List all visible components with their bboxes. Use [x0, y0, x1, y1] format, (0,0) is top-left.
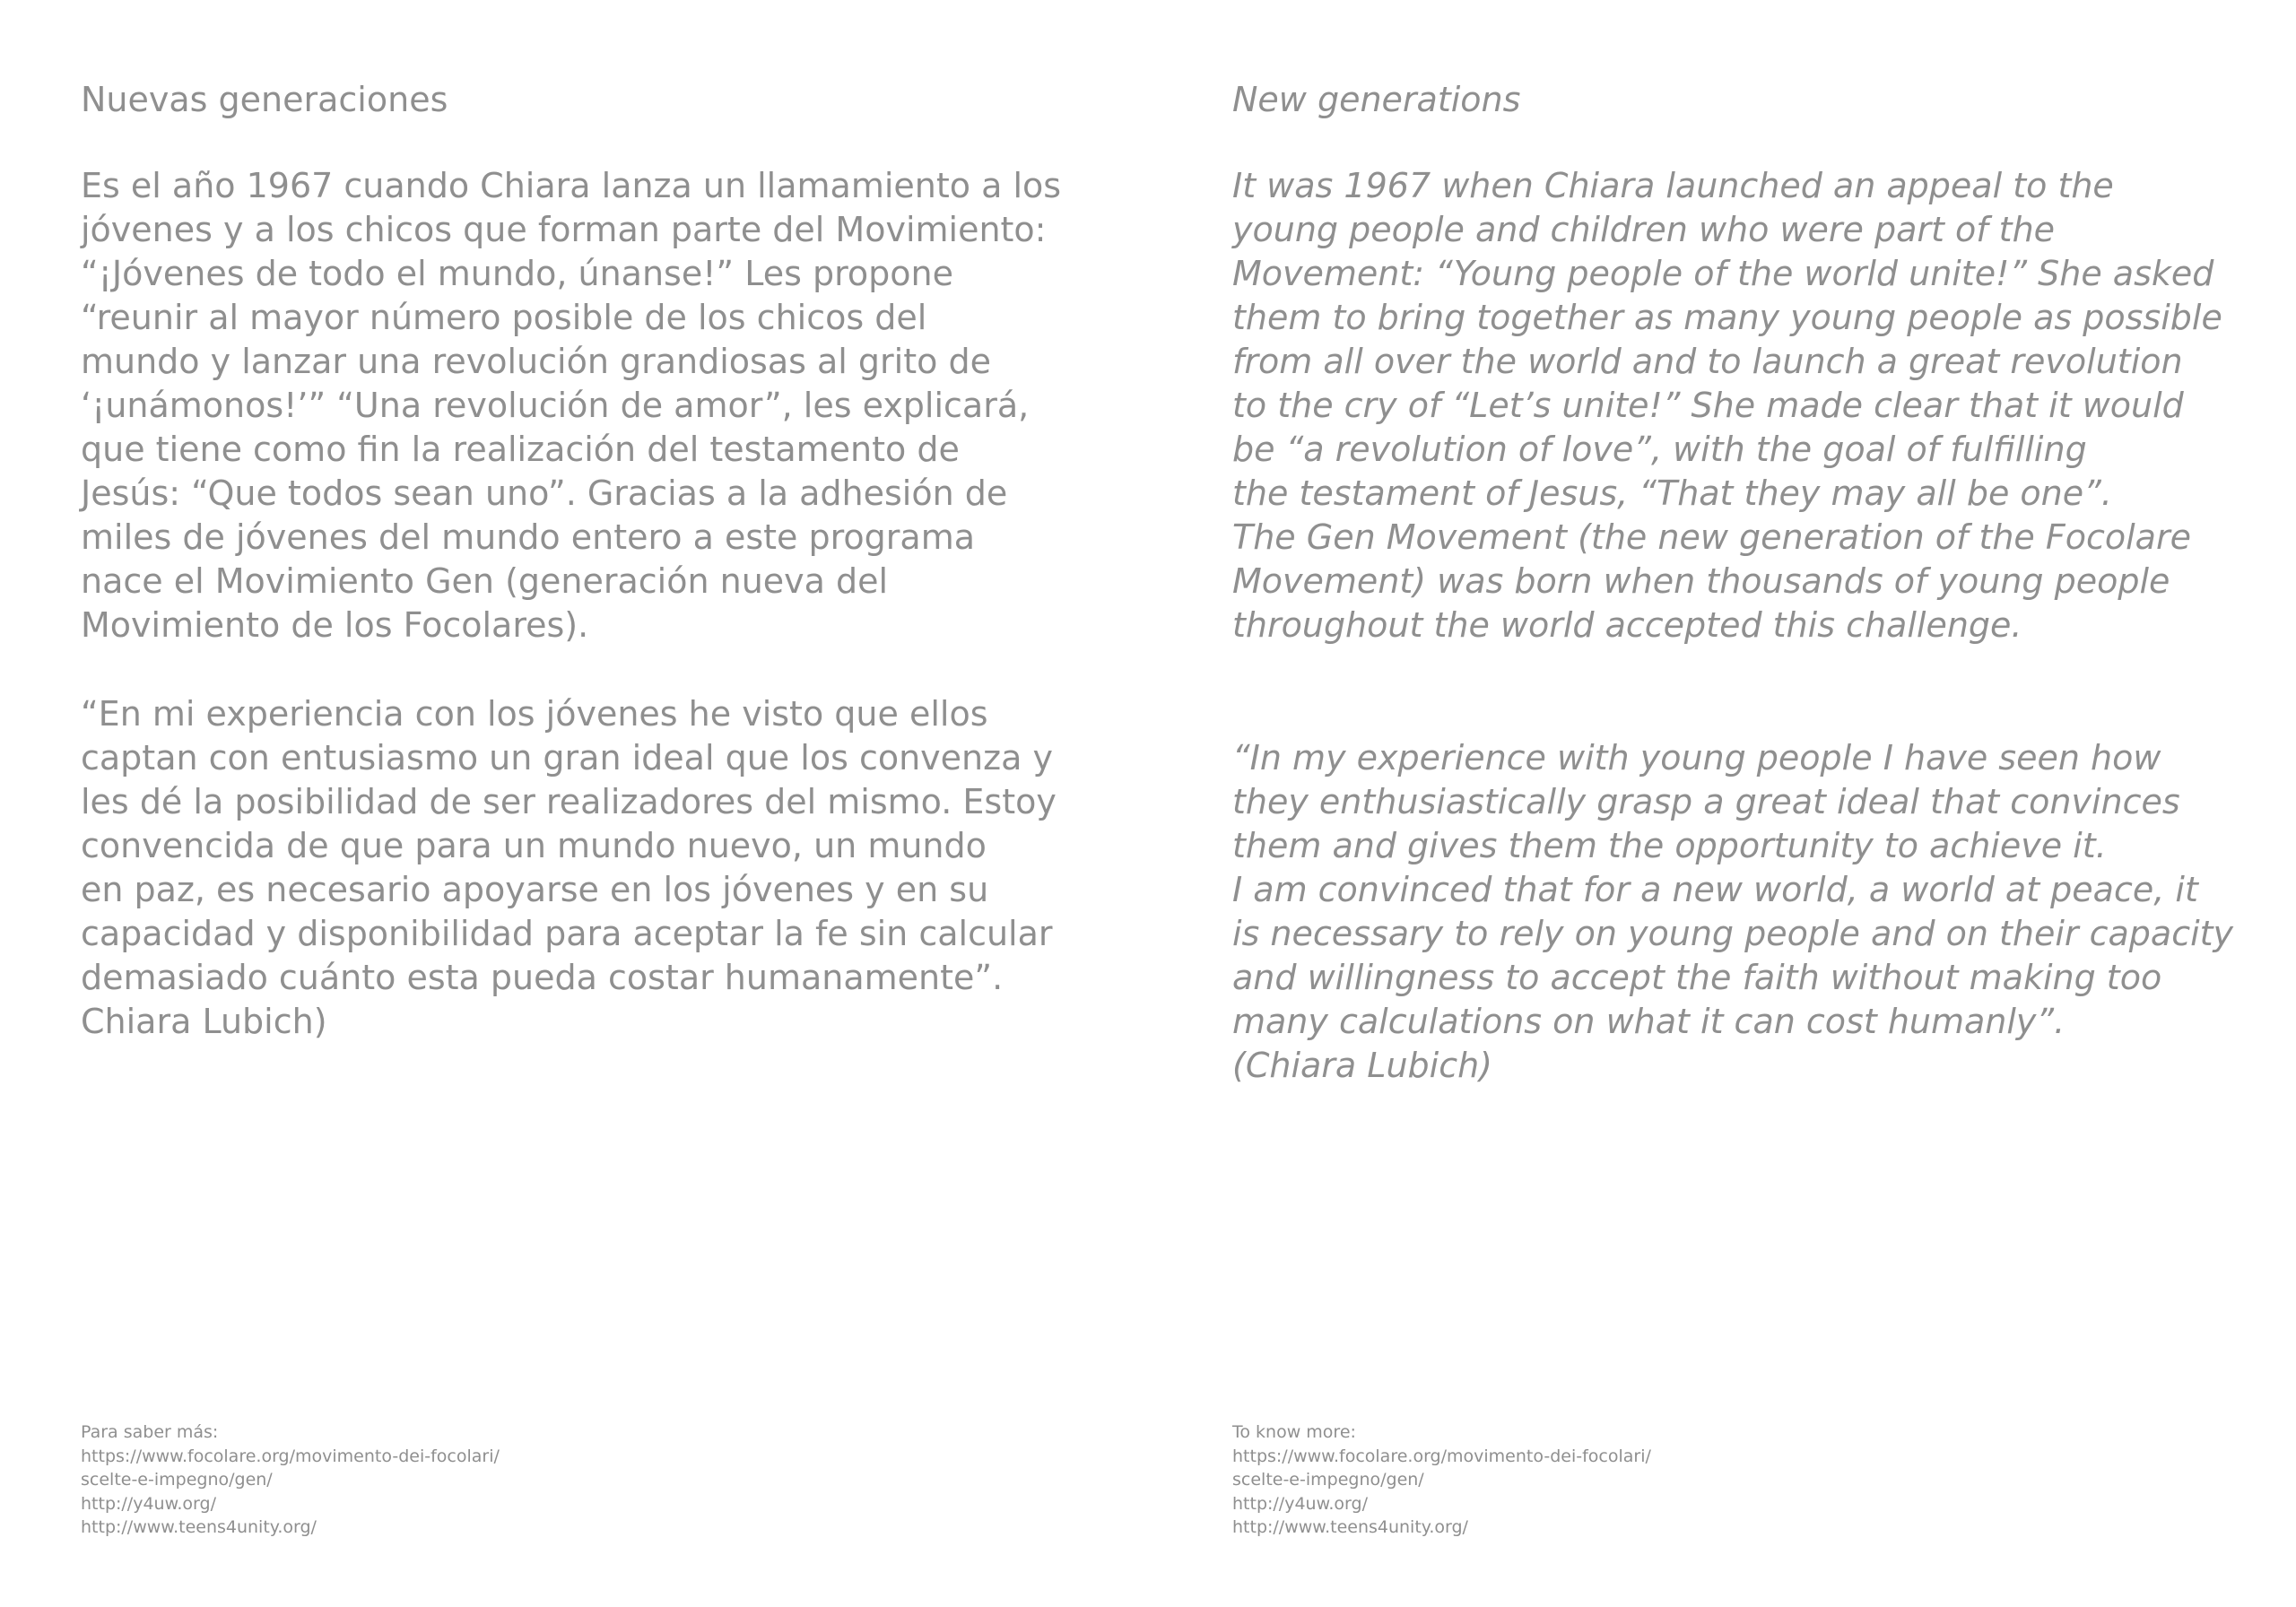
english-heading: New generations	[1232, 80, 1521, 119]
spanish-column	[81, 77, 1157, 1041]
spanish-paragraph-intro: Es el año 1967 cuando Chiara lanza un llamamiento a los jóvenes y a los chicos que forman parte del Movimiento: “¡Jóvenes de todo el mundo, únanse!” Les propone “reunir al mayor número posible de los chicos del mundo y lanzar una revolución grandiosas al grito de ‘¡unámonos!’” “Una revolución de amor”, les explicará, que tiene como fin la realización del testamento de Jesús: “Que todos sean uno”. Gracias a la adhesión de miles de jóvenes del mundo entero a este programa nace el Movimiento Gen (generación nueva del Movimiento de los Focolares).	[81, 166, 1062, 645]
english-paragraph-quote: “In my experience with young people I have seen how they enthusiastically grasp a great ideal that convinces them and gives them the opportunity to achieve it. I am convinced that for a new world, a world at peace, it is necessary to rely on young people and on their capacity and willingness to accept the faith without making too many calculations on what it can cost humanly”. (Chiara Lubich)	[1232, 738, 2234, 1085]
spanish-footer-links: Para saber más: https://www.focolare.org/movimento-dei-focolari/ scelte-e-impegno/gen/ http://y4uw.org/ http://www.teens4unity.org/	[81, 1422, 500, 1537]
english-paragraph-intro: It was 1967 when Chiara launched an appeal to the young people and children who were part of the Movement: “Young people of the world unite!” She asked them to bring together as many young people as possible from all over the world and to launch a great revolution to the cry of “Let’s unite!” She made clear that it would be “a revolution of love”, with the goal of fulfilling the testament of Jesus, “That they may all be one”. The Gen Movement (the new generation of the Focolare Movement) was born when thousands of young people throughout the world accepted this challenge.	[1232, 166, 2222, 645]
english-footer-links: To know more: https://www.focolare.org/movimento-dei-focolari/ scelte-e-impegno/gen/ http://y4uw.org/ http://www.teens4unity.org/	[1232, 1422, 1651, 1537]
spanish-paragraph-quote: “En mi experiencia con los jóvenes he visto que ellos captan con entusiasmo un gran ideal que los convenza y les dé la posibilidad de ser realizadores del mismo. Estoy convencida de que para un mundo nuevo, un mundo en paz, es necesario apoyarse en los jóvenes y en su capacidad y disponibilidad para aceptar la fe sin calcular demasiado cuánto esta pueda costar humanamente”. Chiara Lubich)	[81, 694, 1057, 1041]
spanish-heading: Nuevas generaciones	[81, 80, 448, 119]
english-column	[1232, 77, 2296, 1085]
